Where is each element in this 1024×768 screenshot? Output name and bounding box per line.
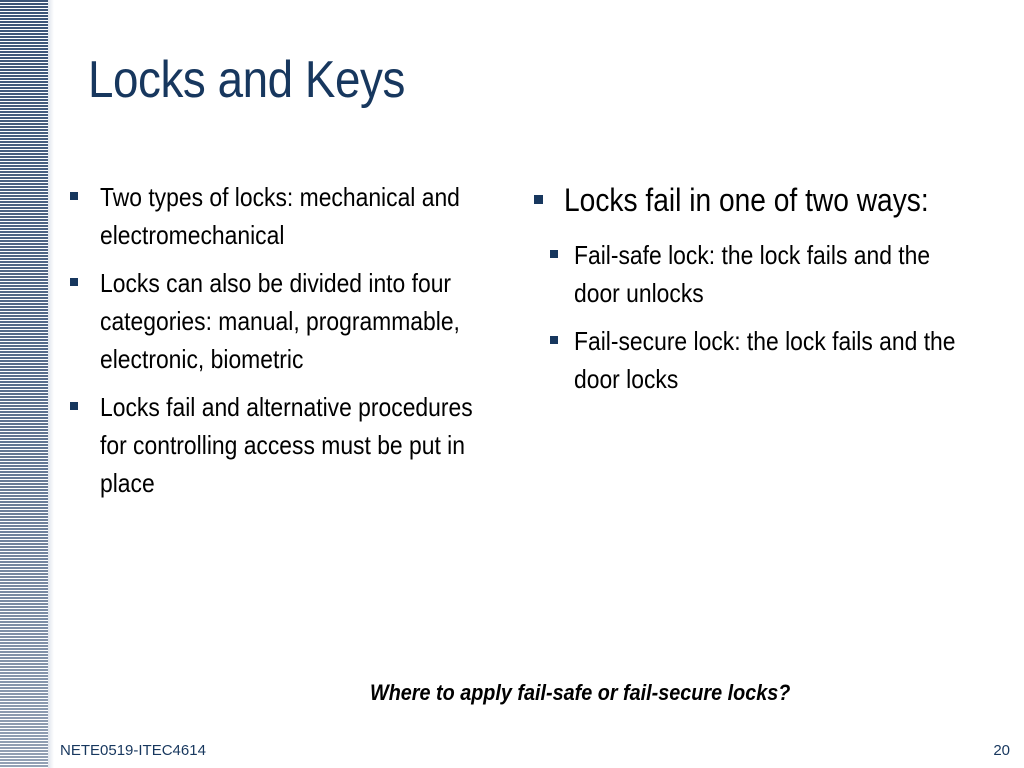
- striped-sidebar-decoration: [0, 0, 48, 768]
- right-column: [528, 178, 958, 408]
- bullet-text: Locks can also be divided into four categories: manual, programmable, electronic, biometric: [100, 268, 460, 374]
- bullet-item-lock-failure: [64, 388, 494, 502]
- square-bullet-icon: [70, 402, 78, 410]
- question-callout: Where to apply fail-safe or fail-secure locks?: [370, 680, 791, 705]
- square-bullet-icon: [550, 336, 558, 344]
- sub-bullet-list: [528, 236, 958, 398]
- sidebar-edge-shadow: [48, 0, 54, 768]
- bullet-item-fail-modes: [528, 178, 958, 222]
- square-bullet-icon: [534, 195, 543, 204]
- slide-title: Locks and Keys: [88, 51, 405, 109]
- sub-bullet-text: Fail-secure lock: the lock fails and the door locks: [574, 326, 956, 394]
- footer-course-code: NETE0519-ITEC4614: [60, 742, 206, 759]
- left-column: [64, 178, 494, 512]
- bullet-item-lock-types: [64, 178, 494, 254]
- bullet-item-lock-categories: [64, 264, 494, 378]
- sub-bullet-text: Fail-safe lock: the lock fails and the door unlocks: [574, 240, 931, 308]
- right-bullet-list: [528, 178, 958, 222]
- sub-bullet-item-fail-secure: [528, 322, 958, 398]
- square-bullet-icon: [70, 192, 78, 200]
- square-bullet-icon: [550, 250, 558, 258]
- bullet-text: Two types of locks: mechanical and electromechanical: [100, 182, 460, 250]
- bullet-text: Locks fail in one of two ways:: [564, 182, 929, 218]
- sub-bullet-item-fail-safe: [528, 236, 958, 312]
- left-bullet-list: [64, 178, 494, 502]
- square-bullet-icon: [70, 278, 78, 286]
- bullet-text: Locks fail and alternative procedures for controlling access must be put in place: [100, 392, 473, 498]
- footer-page-number: 20: [993, 742, 1010, 759]
